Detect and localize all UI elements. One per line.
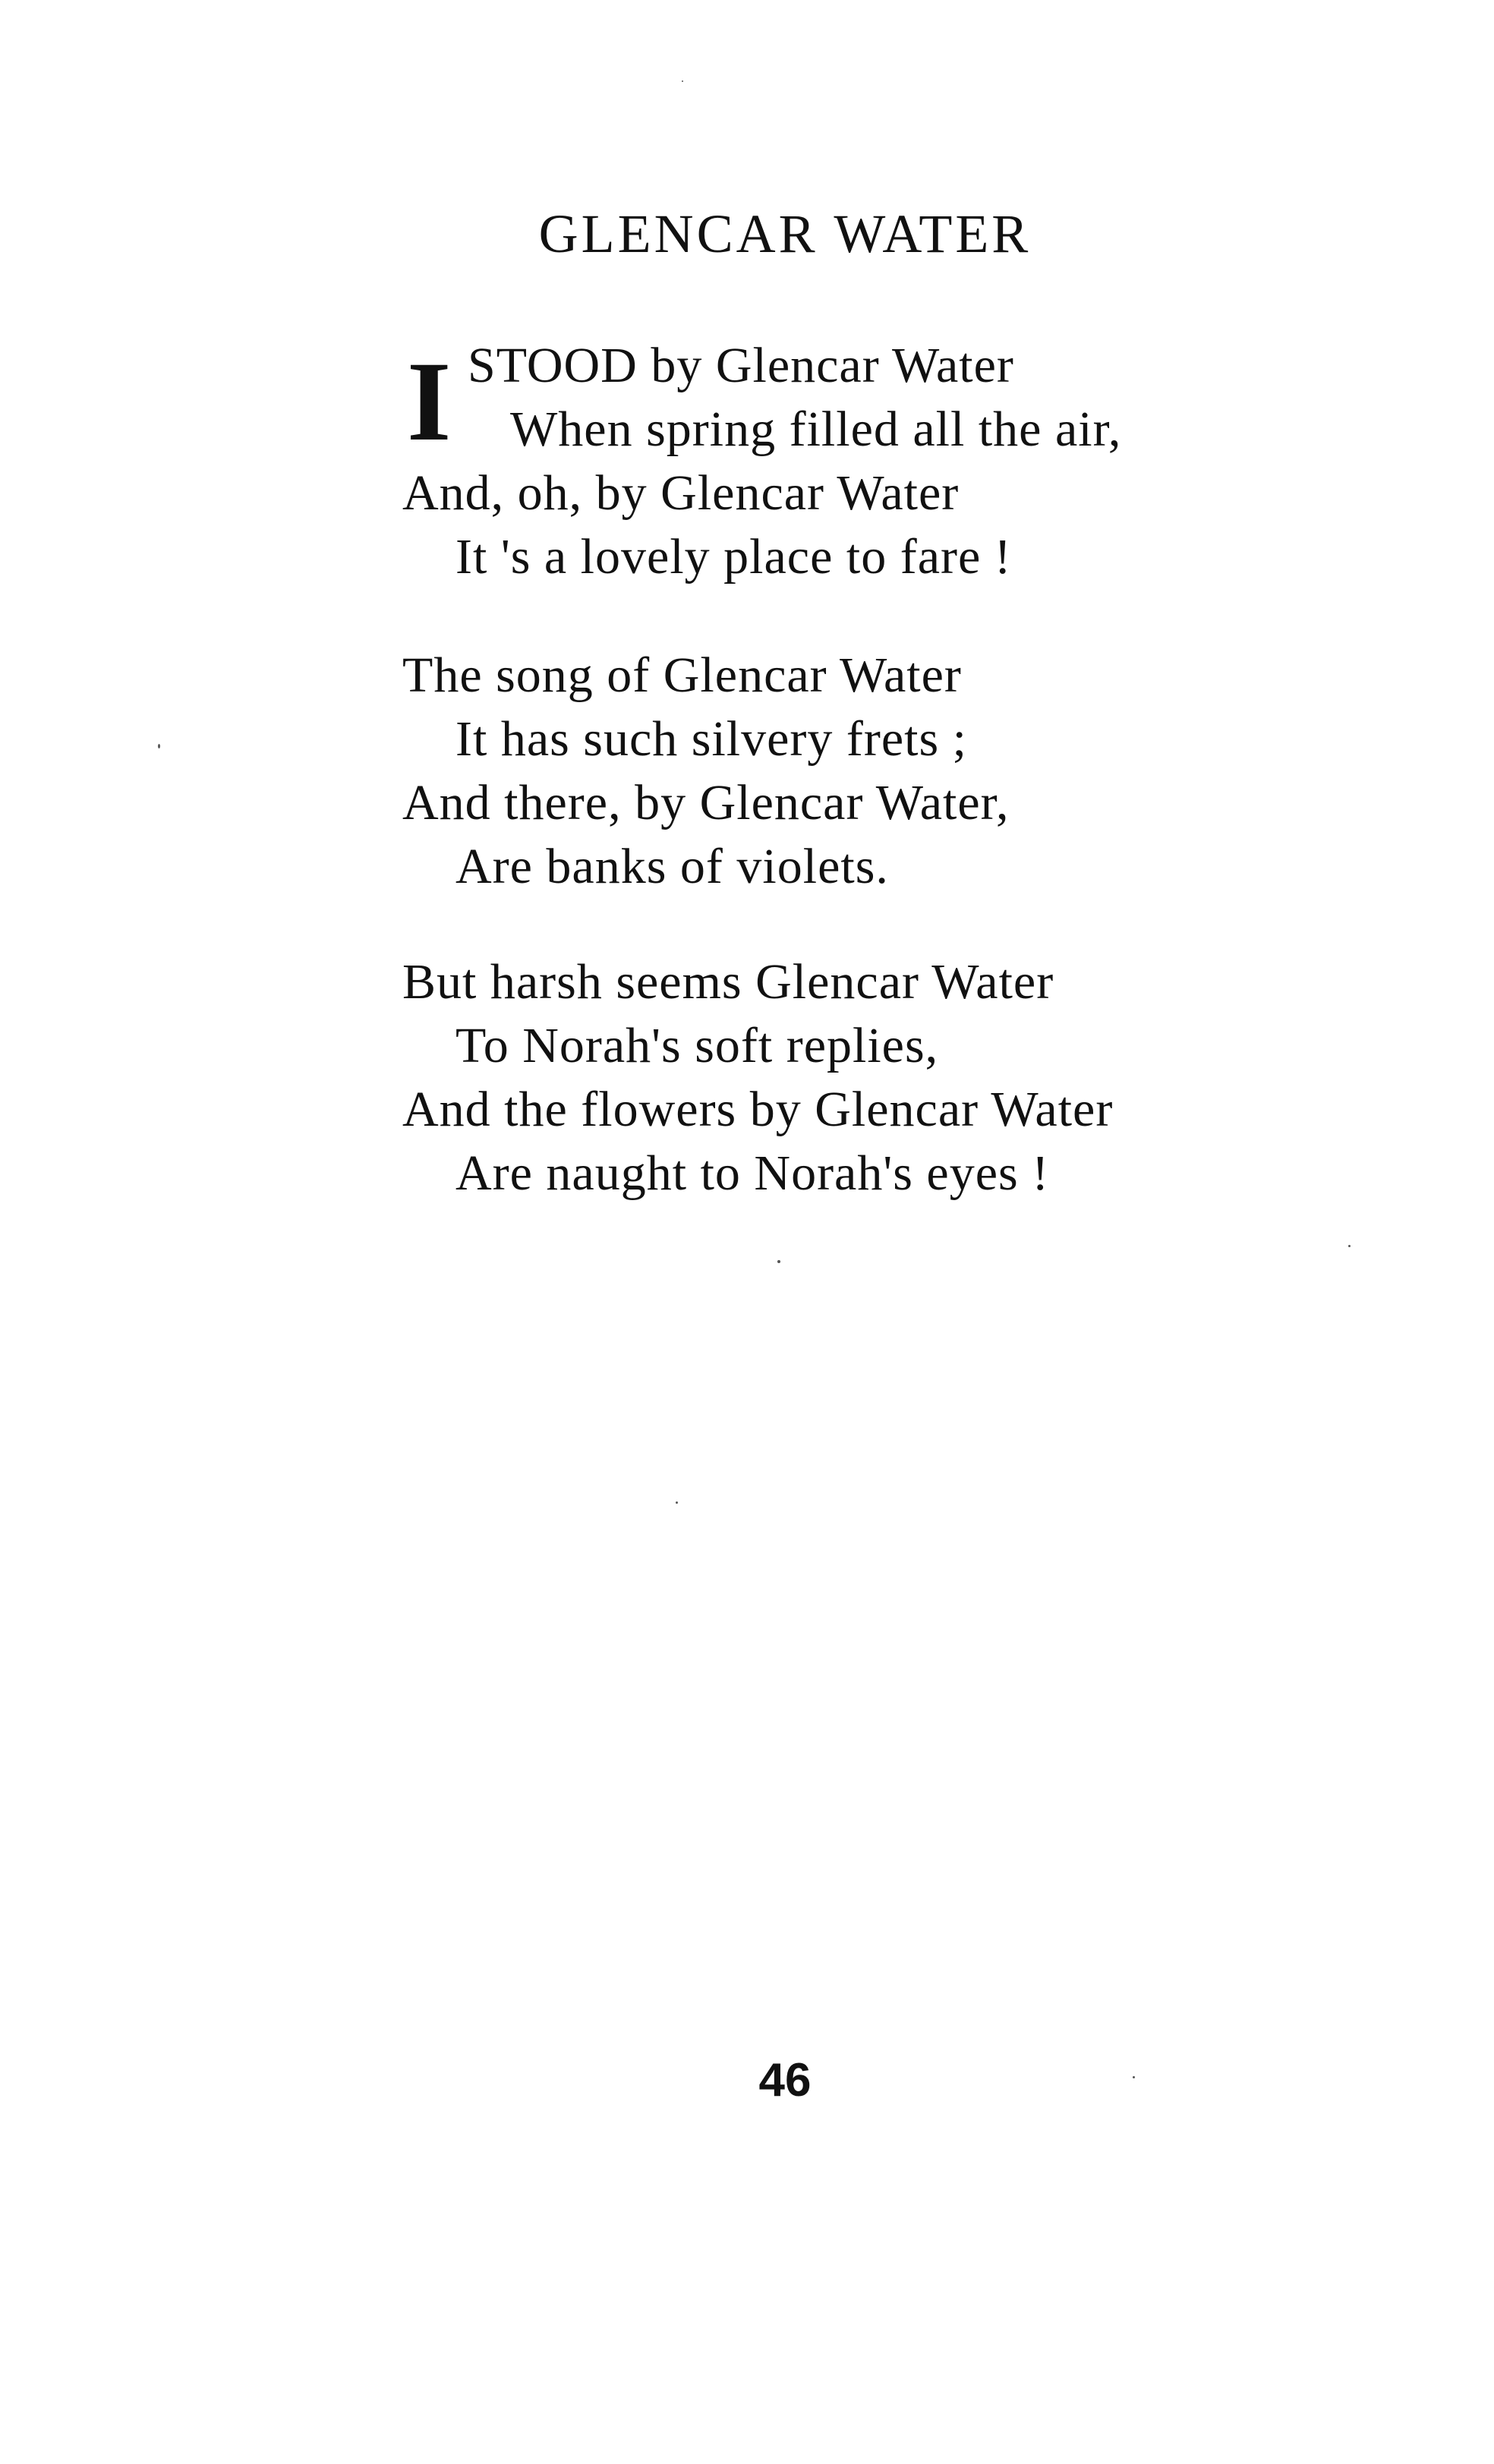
drop-cap: I [407,339,452,465]
stanza-break [402,589,1313,644]
poem-line: And there, by Glencar Water, [402,775,1010,830]
page-number: 46 [758,2054,812,2106]
poem-line-text: STOOD by Glencar Water [468,338,1014,393]
poem-title: GLENCAR WATER [538,203,1032,264]
poem-line: It 's a lovely place to fare ! [455,529,1012,584]
poem-line [402,398,1313,462]
poem-line: Are naught to Norah's eyes ! [455,1145,1050,1201]
paper-speck [1133,2076,1135,2078]
paper-speck [682,80,683,82]
paper-speck [158,744,160,748]
poem-line: But harsh seems Glencar Water [402,954,1054,1010]
stanza-break [402,899,1313,950]
poem-body [402,334,1313,1205]
paper-speck [777,1260,780,1263]
poem-line: To Norah's soft replies, [455,1018,939,1073]
poem-line: And the flowers by Glencar Water [402,1082,1114,1137]
poem-line: It has such silvery frets ; [455,711,968,767]
poem-line: And, oh, by Glencar Water [402,465,960,521]
stanza-3 [402,950,1313,1205]
poem-line: Are banks of violets. [455,839,889,894]
stanza-1 [402,334,1313,589]
paper-speck [1348,1245,1351,1247]
stanza-2 [402,644,1313,899]
paper-speck [676,1501,678,1504]
poem-line-text: When spring filled all the air, [510,402,1122,457]
poem-line: The song of Glencar Water [402,648,962,703]
